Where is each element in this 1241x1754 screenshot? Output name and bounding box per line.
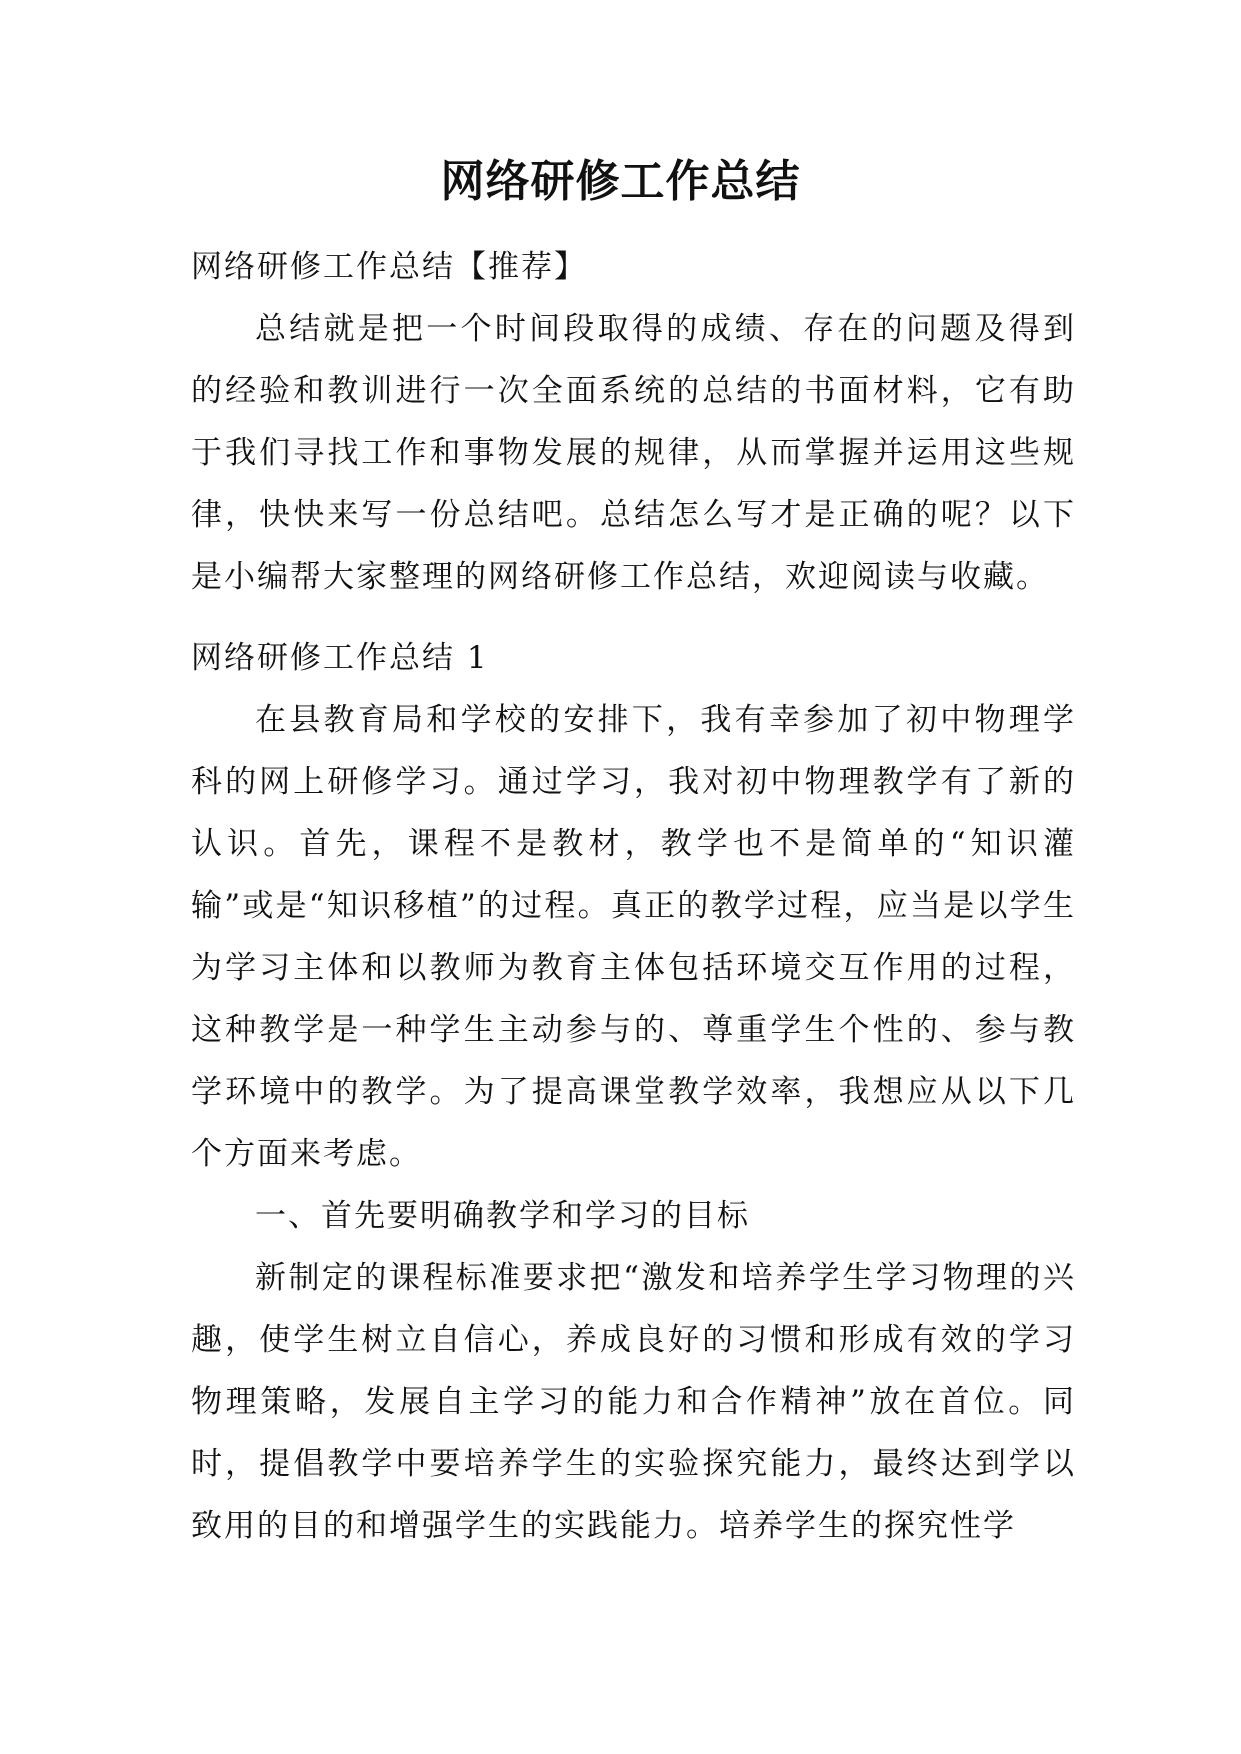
document-title: 网络研修工作总结 (440, 156, 801, 207)
intro-paragraph: 总结就是把一个时间段取得的成绩、存在的问题及得到的经验和教训进行一次全面系统的总结的书面材料，它有助于我们寻找工作和事物发展的规律，从而掌握并运用这些规律，快快来写一份总结吧。总结怎么写才是正确的呢？以下是小编帮大家整理的网络研修工作总结，欢迎阅读与收藏。 (191, 311, 1076, 595)
section-1-paragraph-2: 新制定的课程标准要求把“激发和培养学生学习物理的兴趣，使学生树立自信心，养成良好的习惯和形成有效的学习物理策略，发展自主学习的能力和合作精神”放在首位。同时，提倡教学中要培养学生的实验探究能力，最终达到学以致用的目的和增强学生的实践能力。培养学生的探究性学 (191, 1260, 1076, 1544)
intro-heading: 网络研修工作总结【推荐】 (191, 249, 587, 285)
section-1-heading: 网络研修工作总结 1 (191, 640, 489, 676)
section-1-block (191, 627, 1076, 1557)
section-1-point-1: 一、首先要明确教学和学习的目标 (255, 1198, 750, 1234)
intro-block (191, 236, 1076, 608)
section-1-paragraph-1: 在县教育局和学校的安排下，我有幸参加了初中物理学科的网上研修学习。通过学习，我对初中物理教学有了新的认识。首先，课程不是教材，教学也不是简单的“知识灌输”或是“知识移植”的过程。真正的教学过程，应当是以学生为学习主体和以教师为教育主体包括环境交互作用的过程，这种教学是一种学生主动参与的、尊重学生个性的、参与教学环境中的教学。为了提高课堂教学效率，我想应从以下几个方面来考虑。 (191, 702, 1076, 1172)
